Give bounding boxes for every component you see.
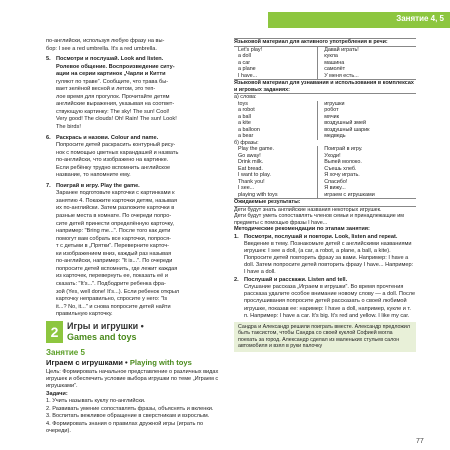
step-text-line: лое время для прогулок. Прочитайте детям [56, 93, 170, 100]
vocab-en: I have... [238, 72, 258, 79]
step-text-line: т с детьми в „Прятки“. Переверните карточ- [56, 243, 170, 250]
step-text-line: по-английски, что изображено на картинке. [56, 157, 169, 164]
vocab-en: Go away! [238, 152, 261, 159]
step-text-line: сите детей принести определённую карточку, [56, 220, 174, 227]
step-text-line: ации на серии картинок „Чарли и Китти [56, 71, 166, 78]
step-2 [234, 277, 416, 320]
step-number: 1. [234, 233, 239, 240]
page-number: 77 [416, 438, 424, 445]
step-text-line: нок с помощью цветных карандашей и назвать [56, 149, 179, 156]
section-title-dot: • [140, 321, 144, 332]
vocab-en: Eat bread. [238, 165, 263, 172]
step-text-line: по-английски, например: "It is...". По очереди [56, 258, 173, 265]
vocab-ru: Поиграй в игру. [318, 146, 416, 153]
step-text-line: их по-английски. Затем разложите карточки в [56, 205, 175, 212]
vocab-row [234, 46, 416, 53]
tasks-label: Задачи: [46, 390, 68, 397]
left-column [46, 38, 226, 436]
step-number: 5. [46, 56, 51, 63]
intro-line: бор: I see a red umbrella. It's a red umbrella. [46, 45, 157, 52]
vocab-ru: самолёт [318, 66, 416, 73]
step-title: Посмотри и послушай. Look and listen. [56, 56, 164, 63]
step-text-line: зой (Yes, well done! It's...). Если ребенок открыл [56, 288, 180, 295]
step-text: Введение в тему. Познакомьте детей с английскими названиями игрушек: I see a doll, (a car, a robot, a plane, a ball, a kite). Попросите детей повторить фразу за вами. Например: I have a doll. Затем попросите детей повторить фразу I have... Например: I have a doll. [244, 241, 414, 276]
vocab-ru: медведь [318, 133, 416, 140]
step-text-line: сказать: "It's...". Подбодрите ребенка фра- [56, 280, 166, 287]
step-text-line: помогут вам собрать все карточки, попрося- [56, 235, 171, 242]
vocab-ru: мячик [318, 114, 416, 121]
step-title: Поиграй в игру. Play the game. [56, 182, 140, 189]
step-text-line: Если ребёнку трудно вспомнить английское [56, 164, 171, 171]
right-column [234, 38, 416, 352]
lesson-title-ru: Играем с игрушками [46, 358, 123, 368]
lesson-label: Занятие 5 [46, 348, 85, 358]
vocab-ru: игрушки [318, 101, 416, 108]
step-text-line: название, то напомните ему. [56, 172, 131, 179]
vocab-ru: воздушный змей [318, 120, 416, 127]
vocab-en: a bear [238, 133, 254, 139]
step-text-line: Заранее подготовьте карточки с картинками к [56, 190, 175, 197]
vocab-en: toys [238, 100, 248, 107]
expected-item: Дети будут знать английские названия некоторых игрушек. [234, 206, 382, 213]
vocab-ru: У меня есть... [318, 73, 416, 80]
vocab-en: a ball [238, 113, 251, 120]
step-text-line: Very good! The clouds! Oh! Rain! The sun! Look! [56, 116, 177, 123]
vocab-ru: робот [318, 107, 416, 114]
step-text-line: Ролевое общение. Воспроизведение ситу- [56, 63, 175, 70]
step-text-line: попросите детей вспомнить, где лежит каждая [56, 265, 178, 272]
step-1 [234, 234, 416, 277]
step-text: Слушание рассказа „Играем в игрушки“. Во время прочтения рассказа удалите особое внимание новому слову — a doll. После прослушивания попросите детей рассказать о своей любимой игрушке, показав ее: наример: I have a doll, например, кукле и т. п. Например: I have a car. It's big. It's red and yellow. I like my car. [244, 284, 416, 319]
vocab-row [234, 73, 416, 80]
vocab-en: Drink milk. [238, 159, 264, 165]
step-title: Посмотри, послушай и повтори. Look, listen and repeat. [244, 233, 398, 240]
vocabulary-table [234, 38, 416, 226]
section-heading [46, 321, 226, 343]
section-number-badge: 2 [46, 321, 63, 343]
lesson-goal: Цель: Формировать начальное представление о различных видах игрушек и обеспечить условие выбора игрушки по теме „Играем с игрушками“. [46, 369, 219, 390]
vocab-ru: Спасибо! [318, 179, 416, 186]
method-title: Методические рекомендации по этапам занятия: [234, 226, 370, 232]
lesson-title-dot: • [125, 358, 128, 368]
step-title: Послушай и расскажи. Listen and tell. [244, 276, 348, 283]
vocab-row [234, 192, 416, 199]
task-item: 4. Формировать знания о правилах дружной игры (играть по очереди). [46, 421, 204, 435]
vocab-en: a balloon [238, 126, 260, 133]
vocab-en: a doll [238, 53, 251, 59]
words-label: а) слова: [234, 94, 257, 100]
page-header-band [268, 12, 450, 28]
vocab-ru: машина [318, 60, 416, 67]
phrases-label: б) фразы: [234, 139, 259, 146]
vocab-ru: Съешь хлеб. [318, 166, 416, 173]
lesson-title [46, 358, 226, 367]
vocab-en: a plane [238, 66, 256, 72]
vocab-en: playing with toys [238, 191, 278, 198]
step-text-line: например: "Bring me...". После того как дети [56, 228, 171, 235]
task-item: 1. Учить называть куклу по-английски. [46, 398, 146, 405]
task-item: 2. Развивать умение сопоставлять фразы, объяснять и вкленки. [46, 405, 214, 412]
lesson-title-en: Playing with toys [129, 358, 192, 368]
step-text-line: из карточек, перевернуть ее, показать её и [56, 273, 168, 280]
vocab-passive-title: Языковой материал для узнавания и использования в комплексах и игровых заданиях: [234, 80, 416, 94]
step-number: 2. [234, 276, 239, 283]
vocab-en: Thank you! [238, 178, 265, 185]
step-text-line: The birds! [56, 124, 81, 131]
vocab-active-title: Языковой материал для активного употребления в речи: [234, 39, 416, 47]
step-text-line: ствующую картинку: The sky! The sun! Cool! [56, 108, 170, 115]
vocab-ru: Давай играть! [318, 46, 416, 53]
step-5 [46, 56, 226, 131]
expected-item: Дети будут уметь сопоставлять членов семьи и принадлежащие им предметы с помощью фразы I have... [234, 213, 404, 226]
header-title: Занятие 4, 5 [396, 14, 444, 23]
section-title-en: Games and toys [67, 331, 137, 342]
vocab-ru: Я хочу играть. [318, 172, 416, 179]
task-item: 3. Воспитать вежливое обращение в сверстникам и взрослым. [46, 413, 210, 420]
step-text-line: it...? No, it..." и снова попросите детей найти [56, 303, 171, 310]
intro-line: по-английски, используя любую фразу на вы- [46, 38, 165, 44]
step-text-line: разные места в комнате. По очереди попро- [56, 213, 172, 220]
expected-title: Ожидаемые результаты: [234, 199, 416, 207]
step-text-line: правильную карточку. [56, 311, 113, 318]
vocab-en: Play the game. [238, 146, 274, 152]
step-number: 6. [46, 134, 51, 141]
step-text-line: Попросите детей раскрасить контурный рису- [56, 142, 176, 149]
vocab-ru: Уходи! [318, 153, 416, 160]
step-text-line: вает зелёной весной и летом, это теп- [56, 86, 156, 93]
vocab-en: a kite [238, 120, 251, 126]
vocab-en: I want to play. [238, 172, 271, 178]
step-text-line: занятию 4. Покажите карточки детям, называя [56, 197, 177, 204]
story-box: Сандра и Александр решили поиграть вместе. Александр предложил быть таксистом, чтобы Сандра со своей куклой Софией могла поехать за город. Александр сделал из маленьких стульев салон автомобиля и взял в руки палочку [234, 322, 416, 352]
vocab-ru: играем с игрушками [318, 192, 416, 199]
step-title: Раскрась и назови. Colour and name. [56, 134, 159, 141]
vocab-ru: Я вижу... [318, 185, 416, 192]
vocab-en: Let's play! [238, 46, 263, 53]
step-6 [46, 135, 226, 180]
step-number: 7. [46, 182, 51, 189]
section-title-ru: Игры и игрушки [67, 321, 139, 332]
vocab-ru: Выпей молоко. [318, 159, 416, 166]
step-text-line: ки изображением вниз, каждый раз называя [56, 250, 172, 257]
vocab-en: a robot [238, 107, 255, 113]
vocab-ru: воздушный шарик [318, 127, 416, 134]
step-7 [46, 183, 226, 318]
step-text-line: карточку неправильно, спросите у него: "Is [56, 296, 168, 303]
vocab-en: a car [238, 59, 250, 66]
step-text-line: английские выражения, указывая на соответ- [56, 101, 175, 108]
step-text-line: гуляют по траве“. Сообщите, что трава бы- [56, 78, 169, 85]
vocab-en: I see... [238, 185, 255, 191]
vocab-ru: кукла [318, 53, 416, 60]
